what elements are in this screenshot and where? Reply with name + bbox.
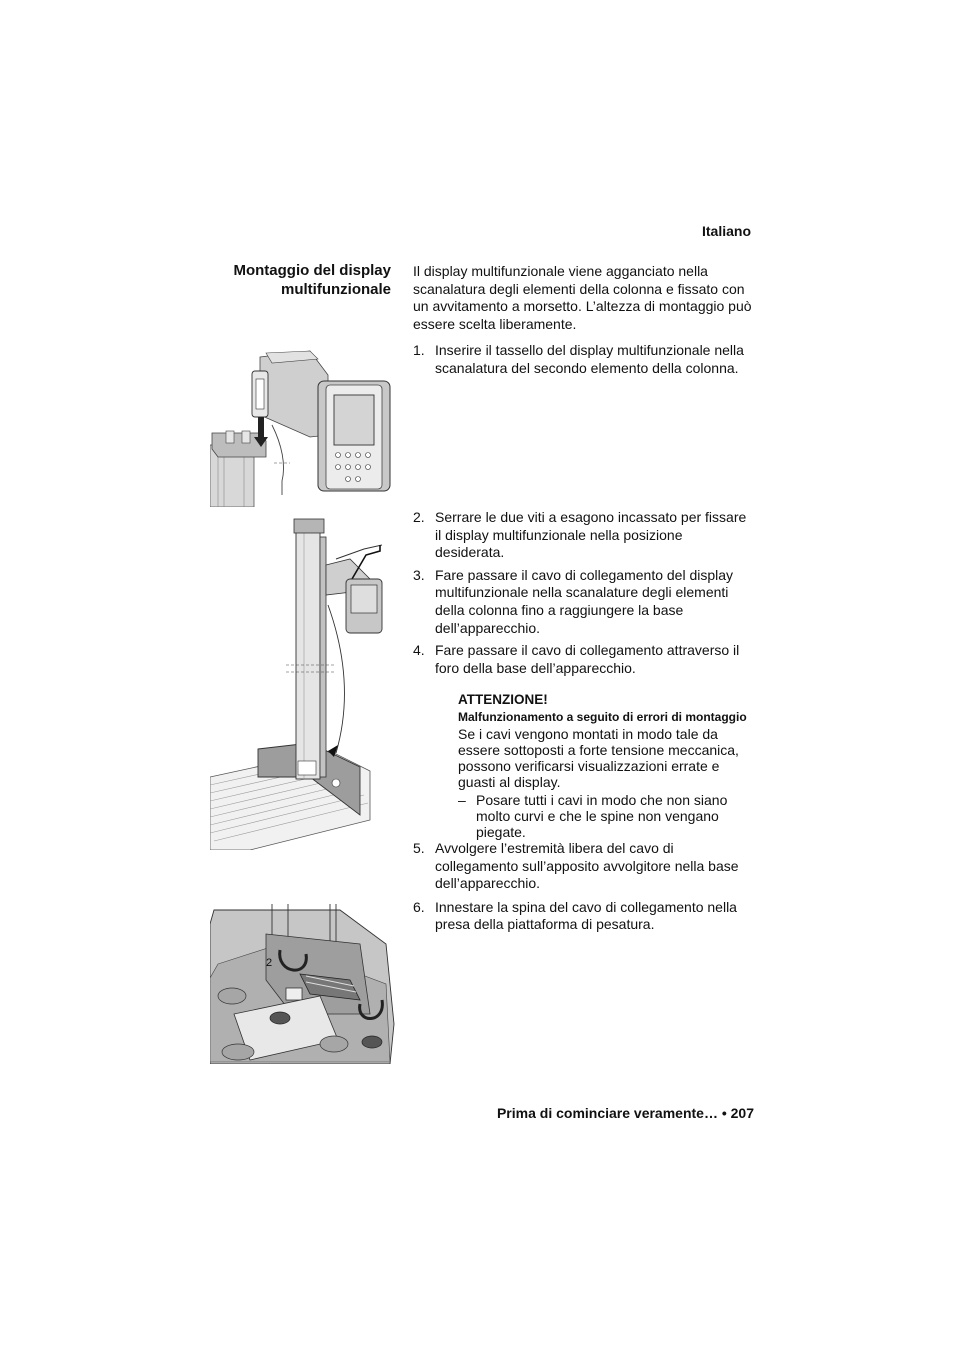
intro-block bbox=[413, 263, 755, 383]
step-number: 6. bbox=[413, 898, 425, 915]
intro-paragraph: Il display multifunzionale viene agganciato nella scanalatura degli elementi della colonna e fissato con un avvitamento a morsetto. L’altezza di montaggio può essere scelta liberamente. bbox=[413, 263, 752, 332]
step-number: 2. bbox=[413, 509, 425, 525]
step-number: 3. bbox=[413, 566, 425, 583]
warning-box bbox=[458, 691, 755, 840]
language-label: Italiano bbox=[701, 223, 751, 239]
steps-block-bottom bbox=[413, 840, 755, 939]
figure-display-mounting bbox=[210, 345, 395, 507]
figure-label: 2 bbox=[266, 957, 273, 969]
section-title bbox=[205, 261, 391, 299]
figure-base-cable-winder bbox=[210, 904, 395, 1064]
step-number: 4. bbox=[413, 642, 425, 659]
step-6 bbox=[413, 899, 755, 934]
warning-body: Se i cavi vengono montati in modo tale da essere sottoposti a forte tensione meccanica, possono verificarsi visualizzazioni errate e guasti al display. bbox=[458, 725, 739, 790]
step-3 bbox=[413, 567, 755, 637]
step-text: Inserire il tassello del display multifunzionale nella scanalatura del secondo elemento della colonna. bbox=[435, 342, 744, 376]
step-4 bbox=[413, 642, 755, 677]
warning-bullet bbox=[458, 792, 755, 840]
step-text: Serrare le due viti a esagono incassato per fissare il display multifunzionale nella posizione desiderata. bbox=[435, 509, 747, 561]
step-number: 5. bbox=[413, 840, 425, 856]
steps-block-middle bbox=[413, 509, 755, 840]
section-title-line1: Montaggio del display bbox=[233, 262, 391, 279]
step-1 bbox=[413, 342, 755, 377]
warning-subtitle: Malfunzionamento a seguito di errori di montaggio bbox=[458, 709, 747, 724]
figure-column-assembly bbox=[210, 515, 395, 850]
step-5 bbox=[413, 840, 755, 893]
bullet-marker: – bbox=[458, 791, 466, 808]
step-text: Fare passare il cavo di collegamento del display multifunzionale nella scanalature degli elementi della colonna fino a raggiungere la base dell’apparecchio. bbox=[435, 566, 734, 636]
step-number: 1. bbox=[413, 342, 425, 359]
page-footer: Prima di cominciare veramente… • 207 bbox=[496, 1105, 754, 1121]
step-text: Fare passare il cavo di collegamento attraverso il foro della base dell’apparecchio. bbox=[435, 642, 740, 676]
step-text: Avvolgere l’estremità libera del cavo di collegamento sull’apposito avvolgitore nella base dell’apparecchio. bbox=[435, 840, 739, 892]
bullet-text: Posare tutti i cavi in modo che non siano molto curvi e che le spine non vengano piegate. bbox=[476, 791, 728, 840]
step-2 bbox=[413, 509, 755, 562]
step-text: Innestare la spina del cavo di collegamento nella presa della piattaforma di pesatura. bbox=[435, 898, 737, 933]
section-title-line2: multifunzionale bbox=[281, 281, 391, 298]
warning-title: ATTENZIONE! bbox=[458, 692, 548, 708]
